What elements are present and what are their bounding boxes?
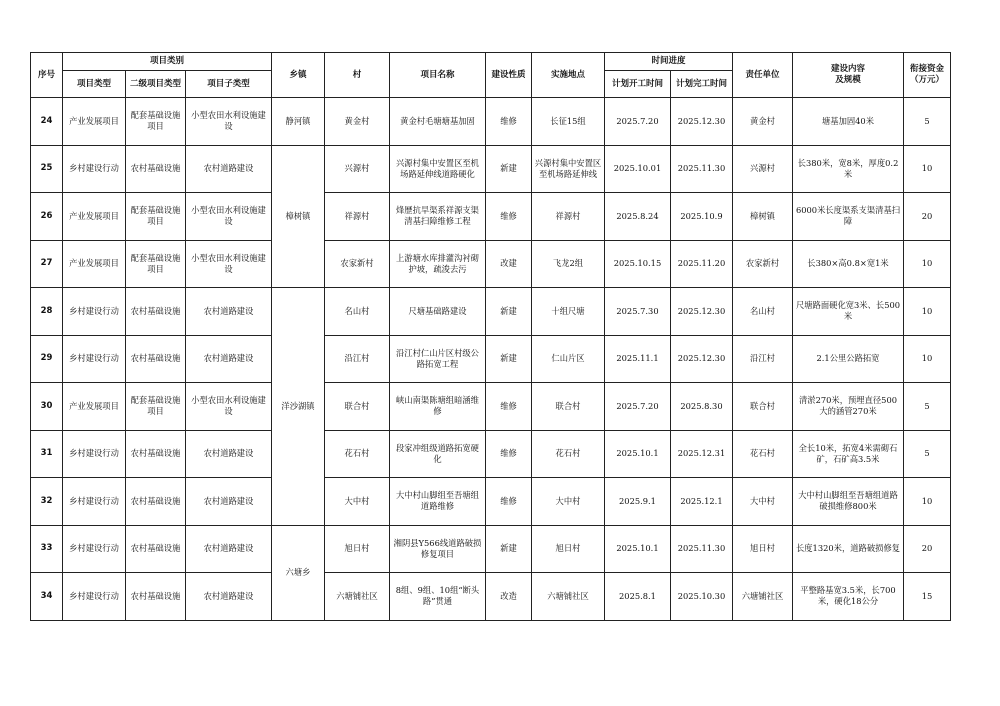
- table-row: [31, 573, 951, 621]
- cell-content: 长380×高0.8×宽1米: [793, 240, 904, 288]
- cell-responsible-unit: 农家新村: [733, 240, 793, 288]
- cell-village: 祥源村: [325, 193, 390, 241]
- cell-secondary-type: 配套基础设施项目: [126, 240, 186, 288]
- cell-fund: 5: [904, 383, 951, 431]
- cell-seq: 32: [31, 478, 63, 526]
- cell-responsible-unit: 黄金村: [733, 98, 793, 146]
- cell-end-date: 2025.12.30: [671, 288, 733, 336]
- header-seq: 序号: [31, 53, 63, 98]
- cell-fund: 10: [904, 145, 951, 193]
- cell-responsible-unit: 大中村: [733, 478, 793, 526]
- header-name: 项目名称: [390, 53, 486, 98]
- cell-nature: 维修: [486, 430, 532, 478]
- cell-location: 仁山片区: [532, 335, 605, 383]
- table-row: [31, 288, 951, 336]
- cell-nature: 维修: [486, 98, 532, 146]
- cell-content: 塘基加固40米: [793, 98, 904, 146]
- cell-village: 联合村: [325, 383, 390, 431]
- cell-seq: 29: [31, 335, 63, 383]
- cell-secondary-type: 配套基础设施项目: [126, 98, 186, 146]
- cell-project-type: 产业发展项目: [63, 383, 126, 431]
- cell-nature: 维修: [486, 478, 532, 526]
- cell-fund: 5: [904, 98, 951, 146]
- cell-start-date: 2025.10.1: [605, 430, 671, 478]
- cell-seq: 31: [31, 430, 63, 478]
- cell-start-date: 2025.9.1: [605, 478, 671, 526]
- cell-subtype: 小型农田水利设施建设: [186, 240, 272, 288]
- cell-content: 全长10米，拓宽4米需砌石矿，石矿高3.5米: [793, 430, 904, 478]
- header-schedule-group: 时间进度: [605, 53, 733, 71]
- cell-town: 洋沙湖镇: [272, 288, 325, 526]
- cell-location: 花石村: [532, 430, 605, 478]
- cell-town: 静河镇: [272, 98, 325, 146]
- cell-subtype: 农村道路建设: [186, 430, 272, 478]
- cell-seq: 25: [31, 145, 63, 193]
- cell-village: 大中村: [325, 478, 390, 526]
- cell-location: 大中村: [532, 478, 605, 526]
- cell-project-type: 乡村建设行动: [63, 573, 126, 621]
- cell-start-date: 2025.11.1: [605, 335, 671, 383]
- table-row: [31, 145, 951, 193]
- cell-subtype: 农村道路建设: [186, 573, 272, 621]
- cell-seq: 28: [31, 288, 63, 336]
- header-village: 村: [325, 53, 390, 98]
- cell-content: 清淤270米，预埋直径500大的涵管270米: [793, 383, 904, 431]
- table-row: [31, 335, 951, 383]
- cell-content: 6000米长度渠系支渠清基扫障: [793, 193, 904, 241]
- cell-end-date: 2025.12.1: [671, 478, 733, 526]
- cell-fund: 15: [904, 573, 951, 621]
- cell-responsible-unit: 沿江村: [733, 335, 793, 383]
- cell-nature: 新建: [486, 288, 532, 336]
- cell-location: 联合村: [532, 383, 605, 431]
- cell-content: 长度1320米，道路破损修复: [793, 525, 904, 573]
- table-row: [31, 240, 951, 288]
- cell-location: 长征15组: [532, 98, 605, 146]
- cell-seq: 26: [31, 193, 63, 241]
- cell-project-name: 兴源村集中安置区至机场路延伸线道路硬化: [390, 145, 486, 193]
- table-row: [31, 430, 951, 478]
- header-end: 计划完工时间: [671, 71, 733, 98]
- cell-seq: 34: [31, 573, 63, 621]
- cell-start-date: 2025.7.20: [605, 98, 671, 146]
- cell-secondary-type: 农村基础设施: [126, 573, 186, 621]
- header-row-1: [31, 53, 951, 71]
- table-row: [31, 478, 951, 526]
- cell-nature: 维修: [486, 193, 532, 241]
- cell-subtype: 农村道路建设: [186, 478, 272, 526]
- cell-project-name: 烽歷抗旱渠系祥源支渠清基扫障维修工程: [390, 193, 486, 241]
- cell-content: 平整路基宽3.5米，长700米，硬化18公分: [793, 573, 904, 621]
- cell-start-date: 2025.7.30: [605, 288, 671, 336]
- cell-responsible-unit: 花石村: [733, 430, 793, 478]
- cell-start-date: 2025.7.20: [605, 383, 671, 431]
- cell-fund: 10: [904, 478, 951, 526]
- cell-location: 六塘铺社区: [532, 573, 605, 621]
- cell-responsible-unit: 旭日村: [733, 525, 793, 573]
- cell-subtype: 农村道路建设: [186, 525, 272, 573]
- cell-content: 尺塘路面硬化宽3米、长500米: [793, 288, 904, 336]
- header-unit: 责任单位: [733, 53, 793, 98]
- cell-start-date: 2025.8.1: [605, 573, 671, 621]
- table-row: [31, 193, 951, 241]
- cell-nature: 维修: [486, 383, 532, 431]
- cell-project-type: 乡村建设行动: [63, 335, 126, 383]
- cell-seq: 24: [31, 98, 63, 146]
- cell-start-date: 2025.10.15: [605, 240, 671, 288]
- cell-fund: 20: [904, 525, 951, 573]
- cell-project-name: 黄金村毛塘塘基加固: [390, 98, 486, 146]
- cell-end-date: 2025.11.30: [671, 145, 733, 193]
- cell-project-name: 尺塘基础路建设: [390, 288, 486, 336]
- cell-subtype: 小型农田水利设施建设: [186, 193, 272, 241]
- cell-nature: 新建: [486, 525, 532, 573]
- cell-project-name: 峡山南渠陈塘组暗涵维修: [390, 383, 486, 431]
- cell-end-date: 2025.12.30: [671, 98, 733, 146]
- cell-location: 旭日村: [532, 525, 605, 573]
- cell-secondary-type: 配套基础设施项目: [126, 193, 186, 241]
- cell-secondary-type: 农村基础设施: [126, 430, 186, 478]
- cell-location: 十组尺塘: [532, 288, 605, 336]
- cell-secondary-type: 农村基础设施: [126, 145, 186, 193]
- header-nature: 建设性质: [486, 53, 532, 98]
- cell-end-date: 2025.12.31: [671, 430, 733, 478]
- cell-project-type: 乡村建设行动: [63, 478, 126, 526]
- header-secondary: 二级项目类型: [126, 71, 186, 98]
- cell-responsible-unit: 兴源村: [733, 145, 793, 193]
- cell-fund: 10: [904, 288, 951, 336]
- header-category-group: 项目类别: [63, 53, 272, 71]
- table-row: [31, 383, 951, 431]
- header-fund: 衔接资金 （万元）: [904, 53, 951, 98]
- cell-secondary-type: 农村基础设施: [126, 525, 186, 573]
- cell-fund: 20: [904, 193, 951, 241]
- cell-village: 农家新村: [325, 240, 390, 288]
- cell-nature: 改建: [486, 240, 532, 288]
- header-location: 实施地点: [532, 53, 605, 98]
- cell-end-date: 2025.10.9: [671, 193, 733, 241]
- cell-subtype: 农村道路建设: [186, 288, 272, 336]
- cell-responsible-unit: 六塘铺社区: [733, 573, 793, 621]
- table-row: [31, 98, 951, 146]
- cell-project-name: 8组、9组、10组“断头路”贯通: [390, 573, 486, 621]
- cell-subtype: 小型农田水利设施建设: [186, 383, 272, 431]
- cell-seq: 33: [31, 525, 63, 573]
- cell-seq: 30: [31, 383, 63, 431]
- header-type: 项目类型: [63, 71, 126, 98]
- header-content: 建设内容 及规模: [793, 53, 904, 98]
- cell-nature: 改造: [486, 573, 532, 621]
- cell-responsible-unit: 名山村: [733, 288, 793, 336]
- cell-secondary-type: 农村基础设施: [126, 335, 186, 383]
- cell-project-type: 乡村建设行动: [63, 525, 126, 573]
- cell-village: 沿江村: [325, 335, 390, 383]
- cell-project-type: 产业发展项目: [63, 98, 126, 146]
- cell-nature: 新建: [486, 335, 532, 383]
- cell-fund: 10: [904, 335, 951, 383]
- cell-project-name: 段家冲组级道路拓宽硬化: [390, 430, 486, 478]
- cell-project-name: 上游塘水库排灌沟衬砌护坡，疏浚去污: [390, 240, 486, 288]
- cell-location: 祥源村: [532, 193, 605, 241]
- table-row: [31, 525, 951, 573]
- cell-village: 旭日村: [325, 525, 390, 573]
- cell-town: 六塘乡: [272, 525, 325, 620]
- cell-content: 大中村山脚组至吾塘组道路破损维修800米: [793, 478, 904, 526]
- cell-end-date: 2025.12.30: [671, 335, 733, 383]
- cell-village: 黄金村: [325, 98, 390, 146]
- cell-subtype: 小型农田水利设施建设: [186, 98, 272, 146]
- cell-end-date: 2025.11.20: [671, 240, 733, 288]
- cell-start-date: 2025.10.01: [605, 145, 671, 193]
- cell-nature: 新建: [486, 145, 532, 193]
- cell-project-name: 大中村山脚组至吾塘组道路维修: [390, 478, 486, 526]
- header-subtype: 项目子类型: [186, 71, 272, 98]
- table-body: [31, 98, 951, 621]
- cell-seq: 27: [31, 240, 63, 288]
- cell-subtype: 农村道路建设: [186, 335, 272, 383]
- cell-secondary-type: 农村基础设施: [126, 478, 186, 526]
- cell-end-date: 2025.10.30: [671, 573, 733, 621]
- cell-end-date: 2025.11.30: [671, 525, 733, 573]
- cell-village: 花石村: [325, 430, 390, 478]
- cell-subtype: 农村道路建设: [186, 145, 272, 193]
- cell-project-name: 湘阴县Y566线道路破损修复项目: [390, 525, 486, 573]
- cell-village: 名山村: [325, 288, 390, 336]
- cell-project-name: 沿江村仁山片区村级公路拓宽工程: [390, 335, 486, 383]
- cell-project-type: 乡村建设行动: [63, 288, 126, 336]
- cell-village: 兴源村: [325, 145, 390, 193]
- project-table: [30, 52, 951, 621]
- cell-start-date: 2025.8.24: [605, 193, 671, 241]
- cell-secondary-type: 农村基础设施: [126, 288, 186, 336]
- cell-fund: 10: [904, 240, 951, 288]
- header-start: 计划开工时间: [605, 71, 671, 98]
- cell-end-date: 2025.8.30: [671, 383, 733, 431]
- cell-content: 2.1公里公路拓宽: [793, 335, 904, 383]
- cell-start-date: 2025.10.1: [605, 525, 671, 573]
- cell-project-type: 产业发展项目: [63, 240, 126, 288]
- cell-location: 兴源村集中安置区至机场路延伸线: [532, 145, 605, 193]
- cell-village: 六塘铺社区: [325, 573, 390, 621]
- cell-project-type: 乡村建设行动: [63, 145, 126, 193]
- cell-secondary-type: 配套基础设施项目: [126, 383, 186, 431]
- cell-location: 飞龙2组: [532, 240, 605, 288]
- cell-project-type: 产业发展项目: [63, 193, 126, 241]
- header-town: 乡镇: [272, 53, 325, 98]
- cell-fund: 5: [904, 430, 951, 478]
- cell-town: 樟树镇: [272, 145, 325, 288]
- cell-responsible-unit: 樟树镇: [733, 193, 793, 241]
- cell-content: 长380米，宽8米，厚度0.2米: [793, 145, 904, 193]
- cell-responsible-unit: 联合村: [733, 383, 793, 431]
- cell-project-type: 乡村建设行动: [63, 430, 126, 478]
